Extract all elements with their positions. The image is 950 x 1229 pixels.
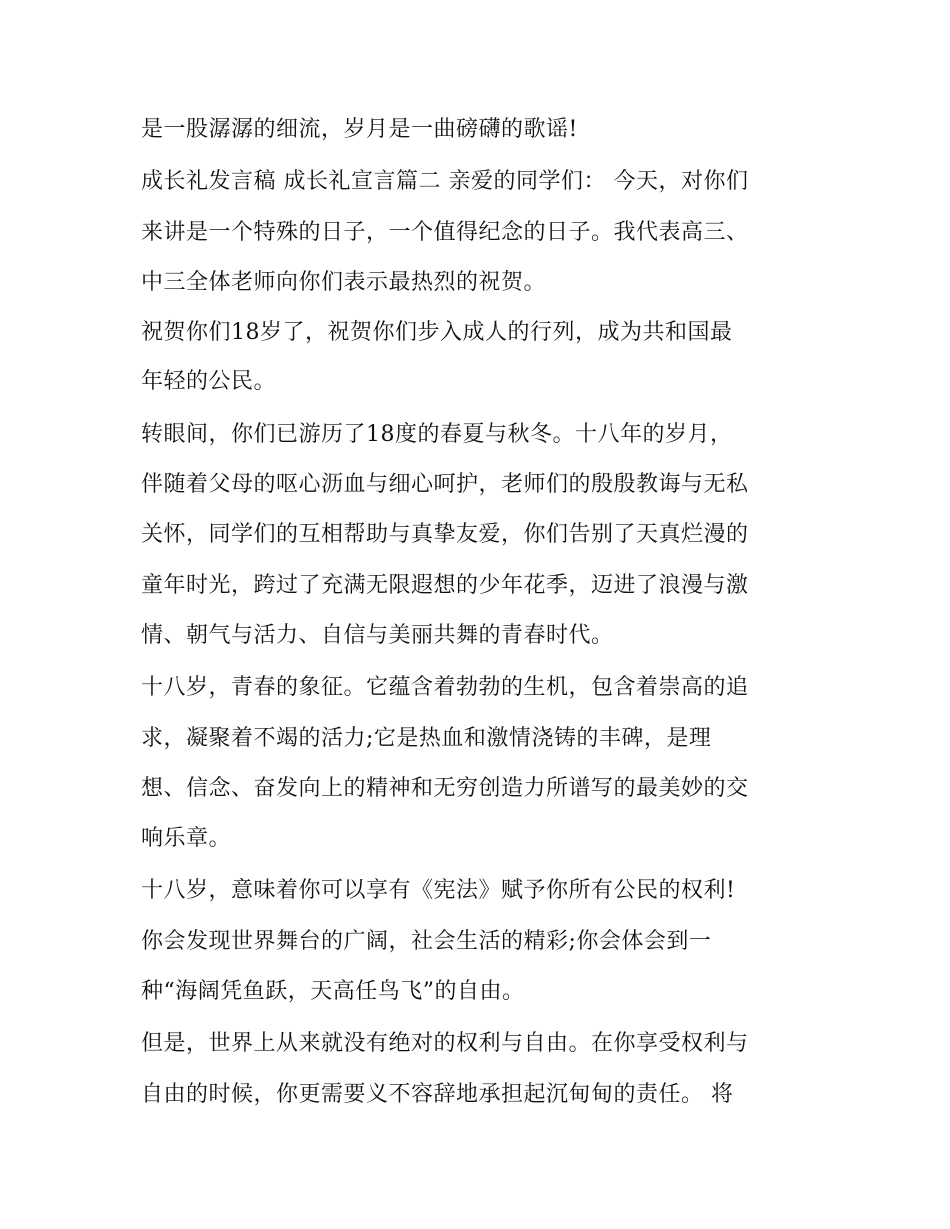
- text-line: 情、朝气与活力、自信与美丽共舞的青春时代。: [141, 623, 614, 648]
- text-line: 祝贺你们18岁了，祝贺你们步入成人的行列，成为共和国最: [141, 320, 733, 345]
- text-line: 自由的时候，你更需要义不容辞地承担起沉甸甸的责任。 将: [141, 1082, 734, 1107]
- text-line: 十八岁，青春的象征。它蕴含着勃勃的生机，包含着崇高的追: [141, 675, 749, 700]
- text-line: 但是，世界上从来就没有绝对的权利与自由。在你享受权利与: [141, 1031, 749, 1056]
- text-line: 想、信念、奋发向上的精神和无穷创造力所谱写的最美妙的交: [141, 776, 749, 801]
- text-line: 转眼间，你们已游历了18度的春夏与秋冬。十八年的岁月，: [141, 422, 733, 447]
- text-line: 中三全体老师向你们表示最热烈的祝贺。: [141, 270, 547, 295]
- text-line: 你会发现世界舞台的广阔，社会生活的精彩;你会体会到一: [141, 929, 712, 954]
- text-line: 关怀，同学们的互相帮助与真挚友爱，你们告别了天真烂漫的: [141, 522, 749, 547]
- text-line: 种“海阔凭鱼跃，天高任鸟飞”的自由。: [141, 979, 525, 1004]
- text-line: 求，凝聚着不竭的活力;它是热血和激情浇铸的丰碑，是理: [141, 726, 712, 751]
- text-line: 十八岁，意味着你可以享有《宪法》赋予你所有公民的权利!: [141, 878, 736, 903]
- text-line: 是一股潺潺的细流，岁月是一曲磅礴的歌谣!: [141, 117, 578, 142]
- text-line: 来讲是一个特殊的日子，一个值得纪念的日子。我代表高三、: [141, 220, 749, 245]
- text-line: 年轻的公民。: [141, 369, 277, 394]
- text-line: 成长礼发言稿 成长礼宣言篇二 亲爱的同学们： 今天，对你们: [141, 169, 749, 194]
- text-line: 响乐章。: [141, 826, 232, 851]
- text-line: 伴随着父母的呕心沥血与细心呵护，老师们的殷殷教诲与无私: [141, 472, 749, 497]
- text-line: 童年时光，跨过了充满无限遐想的少年花季，迈进了浪漫与激: [141, 573, 749, 598]
